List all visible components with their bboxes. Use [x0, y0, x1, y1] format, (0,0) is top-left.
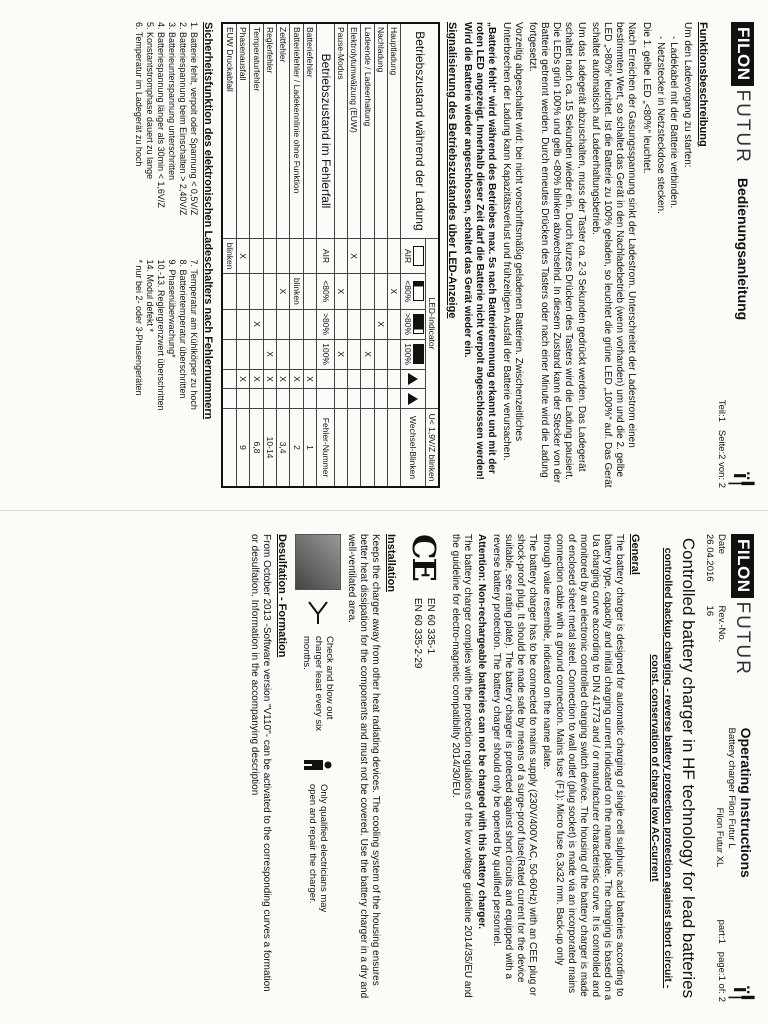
german-page: [0, 0, 768, 510]
section-function: Funktionsbeschreibung: [696, 22, 709, 147]
error-number-cell: [223, 409, 237, 487]
led-table: [222, 22, 441, 488]
table-cell: X: [276, 274, 289, 309]
table-cell: [290, 309, 303, 339]
table-cell: [303, 274, 316, 309]
table-cell: [388, 389, 401, 409]
row-label: Nachladung: [374, 23, 387, 238]
installation-paragraph: Keeps the charger away from other heat radiating devices. The cooling system of the housing ensures better heat dissipation for the components and must not be covered. Use the battery charger in a dry and well-ventilated area.: [346, 534, 382, 999]
col-error-number: Fehler-Nummer: [317, 409, 335, 487]
table-cell: X: [348, 238, 361, 273]
date-label: Date: [715, 534, 727, 555]
list-item: 1. Batterie fehlt, verpolt oder Spannung < 0,5V/Z: [189, 22, 200, 216]
brand-logo: [731, 534, 754, 676]
error-number-cell: [334, 409, 347, 487]
brand-logo-de: [731, 22, 754, 320]
battery-low-icon: [413, 281, 424, 301]
brand-suffix-de: FUTUR: [732, 89, 753, 164]
row-label: Temperaturfehler: [250, 23, 263, 238]
list-item: - Ladekabel mit der Batterie verbinden.: [668, 36, 679, 209]
table-row: [303, 23, 316, 487]
battery-mid-icon: [413, 314, 424, 334]
table-cell: X: [250, 309, 263, 339]
error-number-cell: 9: [236, 409, 249, 487]
table-cell: X: [236, 238, 249, 273]
table-row: [374, 23, 387, 487]
standard-1: EN 60 335-1: [424, 597, 436, 655]
table-cell: X: [303, 369, 316, 389]
table-cell: [303, 339, 316, 369]
table-cell: [250, 274, 263, 309]
english-page: [0, 512, 768, 1024]
charger-image: [295, 534, 341, 590]
row-label: Elektrolytumwälzung (EUW): [348, 23, 361, 238]
table-row: [236, 23, 249, 487]
table-cell: [236, 274, 249, 309]
list-item: 9. Phasenüberwachung*: [167, 259, 178, 358]
error-list: [133, 22, 199, 488]
table-cell: [236, 309, 249, 339]
brand-suffix: FUTUR: [732, 601, 753, 676]
table-row: [250, 23, 263, 487]
col-air: [401, 238, 426, 273]
list-item: 6. Temperatur im Ladegerät zu hoch: [134, 22, 145, 167]
doc-meta: [704, 534, 727, 676]
table-row: [334, 23, 347, 487]
table-cell: blinken: [223, 238, 237, 273]
table-cell: [263, 309, 276, 339]
list-item: - Netzstecker in Netzsteckdose stecken.: [654, 36, 666, 214]
table-cell: X: [361, 339, 374, 369]
col-warn: [401, 369, 426, 389]
battery-full-icon: [413, 344, 424, 364]
col-label: >80%: [402, 313, 413, 336]
ii-mark-icon-de: ï╿: [729, 472, 754, 488]
col-empty: [317, 389, 335, 409]
col-label: >80%: [317, 309, 335, 339]
warning-icon: [408, 373, 418, 385]
german-page-area: [0, 0, 768, 510]
table-cell: [348, 309, 361, 339]
error-number-cell: 3,4: [276, 409, 289, 487]
row-label: Phasenausfall: [236, 23, 249, 238]
table-cell: [388, 309, 401, 339]
table-cell: [361, 369, 374, 389]
page-label: page:1 of: 2: [716, 951, 728, 1002]
col-label: 100%: [402, 343, 413, 365]
row-label: Hauptladung: [388, 23, 401, 238]
row-label: EUW Druckabfall: [223, 23, 237, 238]
table-cell: [290, 339, 303, 369]
table-cell: [223, 369, 237, 389]
table-cell: [374, 274, 387, 309]
table-cell: [263, 238, 276, 273]
table-cell: [290, 389, 303, 409]
brand-name-de: FILON: [731, 22, 754, 86]
table-cell: [388, 369, 401, 389]
table-cell: [374, 389, 387, 409]
table-cell: [361, 238, 374, 273]
blow-out-icon: [303, 600, 333, 626]
standard-2: EN 60 335-2-29: [412, 597, 424, 669]
table-cell: X: [290, 369, 303, 389]
doc-subtitle-line2: Filon Futur XL: [714, 807, 726, 868]
table-cell: X: [263, 369, 276, 389]
list-item: 5. Konstantstromphase dauert zu lange: [145, 22, 156, 180]
function-paragraph-1: Die 1. gelbe LED „<80%“ leuchtet.: [640, 22, 652, 174]
error-number-cell: [374, 409, 387, 487]
led-indicator-header: LED-Indicator: [426, 238, 440, 408]
function-paragraph-3: Um das Ladegerät abzuschalten, muss der Taster ca. 2-3 Sekunden gedrückt werden. Das Ladegerät schaltet nach ca. 15 Sekunden wieder ein. Durch kurzes Drücken des Tasters wird die Ladung pausiert. Die LEDs grün 100% und gelb <80% blinken abwechselnd. In diesem Zustand kann der Stecker von der Batterie getrennt werden. Durch erneutes Drücken des Tasters oder nach einer Minute wird die Ladung fortgesetzt.: [526, 22, 587, 484]
rev-label: Rev.-No.: [715, 605, 727, 643]
page-divider: [0, 510, 768, 511]
table-cell: [334, 369, 347, 389]
col-label: <80%: [317, 274, 335, 309]
error-number-cell: [388, 409, 401, 487]
doc-title: Operating Instructions: [738, 727, 754, 878]
list-item: 2. Batteriespannung beim Einschalten > 2,40V/Z: [178, 22, 189, 216]
table-block-fault: Betriebszustand im Fehlerfall: [317, 23, 335, 238]
table-cell: [223, 389, 237, 409]
table-cell: [374, 369, 387, 389]
rev-value: 16: [704, 605, 716, 617]
table-cell: X: [236, 369, 249, 389]
start-intro: Um den Ladevorgang zu starten:: [682, 22, 694, 168]
table-cell: [348, 339, 361, 369]
table-cell: [388, 238, 401, 273]
error-number-cell: 1: [303, 409, 316, 487]
section-general: General: [628, 534, 641, 575]
row-label: Reglerfehler: [263, 23, 276, 238]
table-row: [361, 23, 374, 487]
function-paragraph-4: Vorzeitig abgeschaltet wird: bei nicht vorschriftsmäßig geladenen Batterien. Zwischenzeitliches Unterbrechen der Ladung kann Kapazitätsverlust und frühzeitigen Ausfall der Batterie verursachen.: [500, 22, 524, 461]
table-cell: X: [276, 369, 289, 389]
table-cell: X: [388, 274, 401, 309]
section-led: Signalisierung des Betriebszustandes über LED-Anzeige: [445, 22, 458, 319]
table-cell: [236, 339, 249, 369]
table-cell: blinken: [290, 274, 303, 309]
brand-name: FILON: [731, 534, 754, 598]
section-installation: Installation: [384, 534, 397, 593]
table-cell: X: [374, 309, 387, 339]
table-row: [388, 23, 401, 487]
error-number-cell: [361, 409, 374, 487]
table-cell: [334, 309, 347, 339]
table-cell: [250, 389, 263, 409]
row-label: Batteriefehler / Ladekennlinie ohne Funktion: [290, 23, 303, 238]
table-cell: [250, 238, 263, 273]
table-block-charging: Betriebszustand während der Ladung: [401, 23, 439, 238]
part-label: part:1: [716, 919, 728, 944]
table-row: [348, 23, 361, 487]
table-cell: [361, 389, 374, 409]
list-item: 8. Batterietemperatur überschritten: [178, 259, 189, 399]
blink-note: U< 1,9V/Z blinken: [426, 409, 440, 487]
col-label: AIR: [317, 238, 335, 273]
general-paragraph-2: The battery charger has to be connected to mains supply (230V/400V AC, 50-60Hz) with an CEE plug or shock-proof plug. It should be made safe by means of a surge-proof fuse(Rated current for the device suitable, see rating plate). The battery charger is protected against short circuits and equipped with a reverse battery protection. The battery charger should only be opened by qualified personnel.: [490, 534, 539, 996]
fault-rows: [223, 23, 317, 487]
function-paragraph-bold: „Batterie fehlt“ wird während des Betriebes max. 5s nach Batterietrennung erkannt und mit der roten LED angezeigt. Innerhalb dieser Zeit darf die Batterie nicht verpolt angeschlossen werden! Wird die Batterie wieder angeschlossen, schaltet das Gerät wieder ein.: [462, 22, 498, 480]
table-row: [263, 23, 276, 487]
col-label: 100%: [317, 339, 335, 369]
start-steps: [654, 36, 679, 488]
table-cell: [348, 389, 361, 409]
part-label-de: Teil:1: [716, 399, 728, 422]
desulfation-paragraph: From October 2013 -Software version "V110"- can be activated to the corresponding curves a formation or desulfation. Information in the accompanying description: [249, 534, 273, 992]
air-icon: [413, 246, 424, 266]
doc-title-de: Bedienungsanleitung: [734, 177, 751, 321]
list-item: * nur bei 2- oder 3-Phasengeräten: [134, 259, 145, 396]
table-cell: [290, 238, 303, 273]
col-label: AIR: [402, 248, 413, 264]
col-label: <80%: [402, 280, 413, 303]
table-cell: X: [263, 339, 276, 369]
warning-battery-icon: [408, 393, 418, 405]
list-item: 10.-13. Reglergrenzwert überschritten: [156, 259, 167, 411]
table-cell: [374, 238, 387, 273]
qualified-text: Only qualified electricians may open and repair the charger.: [306, 784, 330, 913]
table-cell: [276, 309, 289, 339]
row-label: Ladeende / Ladeerhaltung: [361, 23, 374, 238]
error-number-cell: 2: [290, 409, 303, 487]
table-cell: [388, 339, 401, 369]
table-cell: [361, 274, 374, 309]
check-text: Check and blow out charger least every six months.: [301, 636, 336, 732]
table-cell: [263, 274, 276, 309]
table-row: [290, 23, 303, 487]
ii-mark-icon: ï╿: [729, 986, 754, 1002]
col-warn2: [401, 389, 426, 409]
date-value: 26.04.2016: [704, 534, 716, 582]
table-cell: [250, 339, 263, 369]
table-cell: [303, 309, 316, 339]
table-row: [223, 23, 237, 487]
table-cell: [223, 309, 237, 339]
table-cell: [334, 389, 347, 409]
table-cell: [276, 389, 289, 409]
col-empty: [317, 369, 335, 389]
page-label-de: Seite:2 von: 2: [716, 429, 728, 488]
table-cell: [374, 339, 387, 369]
general-attention: Attention: Non-rechargeable batteries can not be charged with this battery charger.: [476, 534, 488, 930]
ce-mark-icon: CE: [404, 534, 443, 580]
table-cell: X: [334, 274, 347, 309]
error-number-cell: 10-14: [263, 409, 276, 487]
table-cell: [303, 238, 316, 273]
col-lt80: [401, 274, 426, 309]
table-cell: [348, 274, 361, 309]
list-item: 14. Modul defekt *: [145, 259, 156, 333]
error-number-cell: [348, 409, 361, 487]
general-paragraph-3: The battery charger complies with the protection regulations of the low voltage guideline 2014/35/EU and the guideline for electro-magnetic compatibility 2014/30/EU.: [450, 534, 474, 998]
table-cell: [334, 238, 347, 273]
col-100: [401, 339, 426, 369]
table-cell: [348, 369, 361, 389]
col-gt80: [401, 309, 426, 339]
table-cell: [303, 389, 316, 409]
general-paragraph-1: The battery charger is designed for automatic charging of single cell sulphuric acid batteries according to battery type, capacity and initial charging current indicated on the name plate. The charging is based on a Ua charging curve according to DIN 41773 and / or manufacturer characteristic curve. It is controlled and monitored by an electronic controlled charging switch device. The housing of the battery charger is made of enclosed sheet metal steel. Connection to wall outlet (plug socket) is made via an incorporated mains connection cable with a ground connection. Mains fuse (F1): Micro fuse 6,3x32 mm. Back-up only through value resemble, indicated on the name plate.: [541, 534, 626, 1001]
table-cell: [361, 309, 374, 339]
doc-subtitle-line1: Battery charger Filon Futur L: [725, 727, 737, 849]
table-cell: X: [334, 339, 347, 369]
list-item: 4. Batteriespannung länger als 30min < 1,6V/Z: [156, 22, 167, 208]
table-cell: [276, 238, 289, 273]
feature-subhead: controlled backup charging - reverse battery protection protection against short circuit - const. conservation of charge low AC-current: [649, 547, 675, 989]
table-cell: [223, 339, 237, 369]
list-item: 7. Temperatur am Kühlkörper zu hoch: [189, 259, 200, 410]
error-number-cell: 6,8: [250, 409, 263, 487]
table-cell: X: [250, 369, 263, 389]
table-cell: [223, 274, 237, 309]
table-cell: [276, 339, 289, 369]
section-desulfation: Desulfation - Formation: [275, 534, 288, 658]
electrician-icon: [304, 756, 332, 774]
row-label: Zeitfehler: [276, 23, 289, 238]
row-label: Batteriefehler: [303, 23, 316, 238]
english-page-area: [0, 512, 768, 1024]
main-title: Controlled battery charger in HF technology for lead batteries: [678, 537, 698, 999]
list-item: 3. Batterieunterspannung unterschritten: [167, 22, 178, 181]
charging-rows: [334, 23, 401, 487]
table-row: [276, 23, 289, 487]
col-alternating: Wechsel-Blinken: [401, 409, 426, 487]
row-label: Pause-Modus: [334, 23, 347, 238]
section-safety: Sicherheitsfunktion des elektronischen Ladeschalters nach Fehlernummern: [202, 22, 215, 420]
table-cell: [263, 389, 276, 409]
function-paragraph-2: Nach Erreichen der Gasungsspannung sinkt der Ladestrom. Unterschreitet der Ladestrom einen bestimmten Wert, so schaltet das Gerät in den Nachladebetrieb (wenn vorhanden) um und die 2. gelbe LED „>80%“ leuchtet. Ist die Batterie zu 100% geladen, so leuchtet die grüne LED „100%“ auf. Das Gerät schaltet automatisch auf Ladeerhaltungsbetrieb.: [589, 22, 638, 488]
table-cell: [236, 389, 249, 409]
